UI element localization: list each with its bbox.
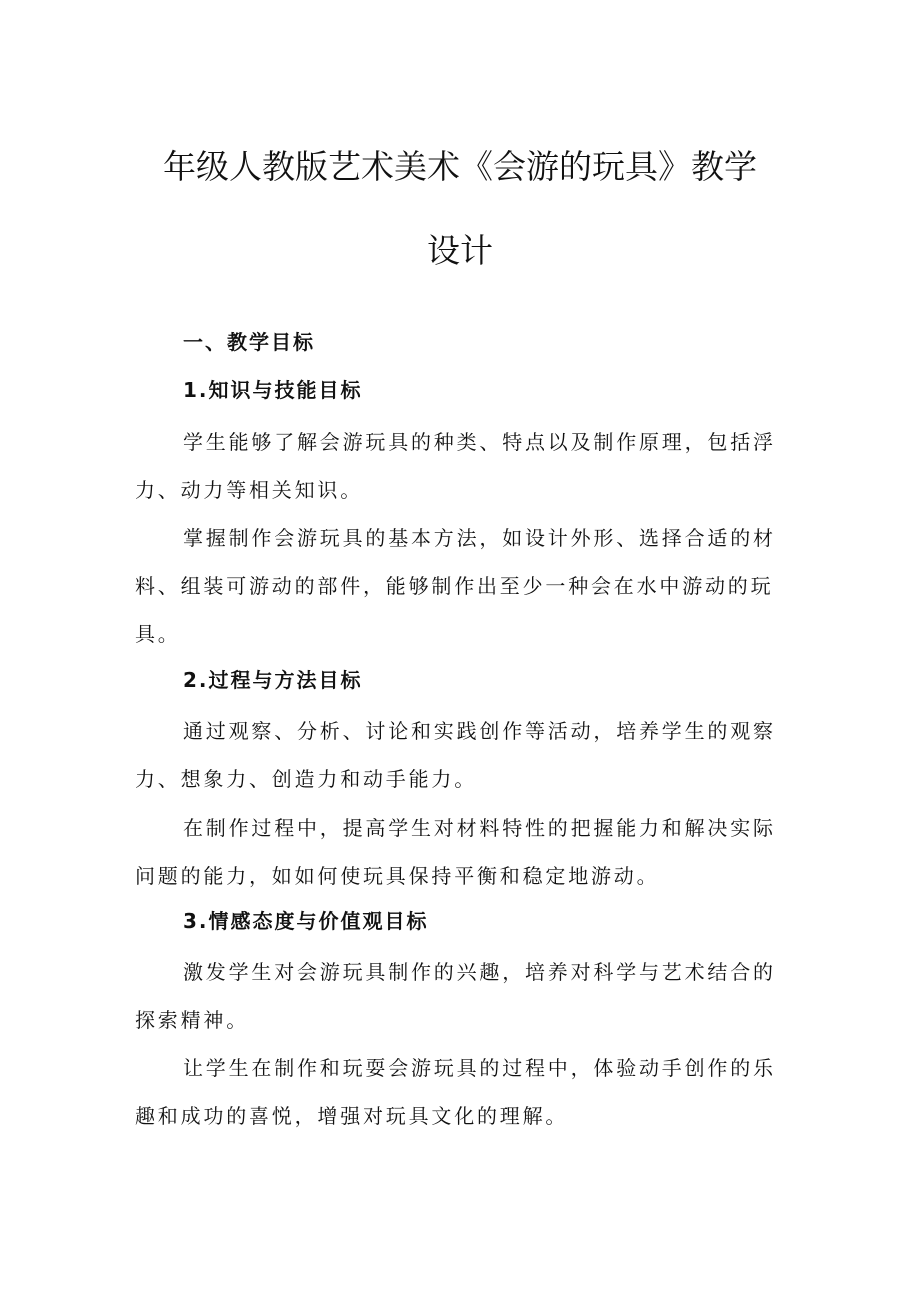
paragraph-process-2: 在制作过程中，提高学生对材料特性的把握能力和解决实际问题的能力，如如何使玩具保持平衡和稳定地游动。 (135, 816, 776, 888)
document-title-line2: 设计 (427, 231, 493, 270)
section-heading-teaching-goals: 一、教学目标 (183, 330, 315, 354)
paragraph-knowledge-2: 掌握制作会游玩具的基本方法，如设计外形、选择合适的材料、组装可游动的部件，能够制作出至少一种会在水中游动的玩具。 (135, 526, 776, 646)
subheading-emotion-values: 3.情感态度与价值观目标 (183, 909, 429, 933)
paragraph-emotion-1: 激发学生对会游玩具制作的兴趣，培养对科学与艺术结合的探索精神。 (135, 960, 776, 1032)
paragraph-process-1: 通过观察、分析、讨论和实践创作等活动，培养学生的观察力、想象力、创造力和动手能力。 (135, 719, 776, 791)
paragraph-knowledge-1: 学生能够了解会游玩具的种类、特点以及制作原理，包括浮力、动力等相关知识。 (135, 430, 776, 502)
paragraph-emotion-2: 让学生在制作和玩耍会游玩具的过程中，体验动手创作的乐趣和成功的喜悦，增强对玩具文化的理解。 (135, 1056, 776, 1128)
document-title-line1: 年级人教版艺术美术《会游的玩具》教学 (163, 147, 757, 186)
subheading-process-methods: 2.过程与方法目标 (183, 668, 363, 692)
subheading-knowledge-skills: 1.知识与技能目标 (183, 378, 363, 402)
